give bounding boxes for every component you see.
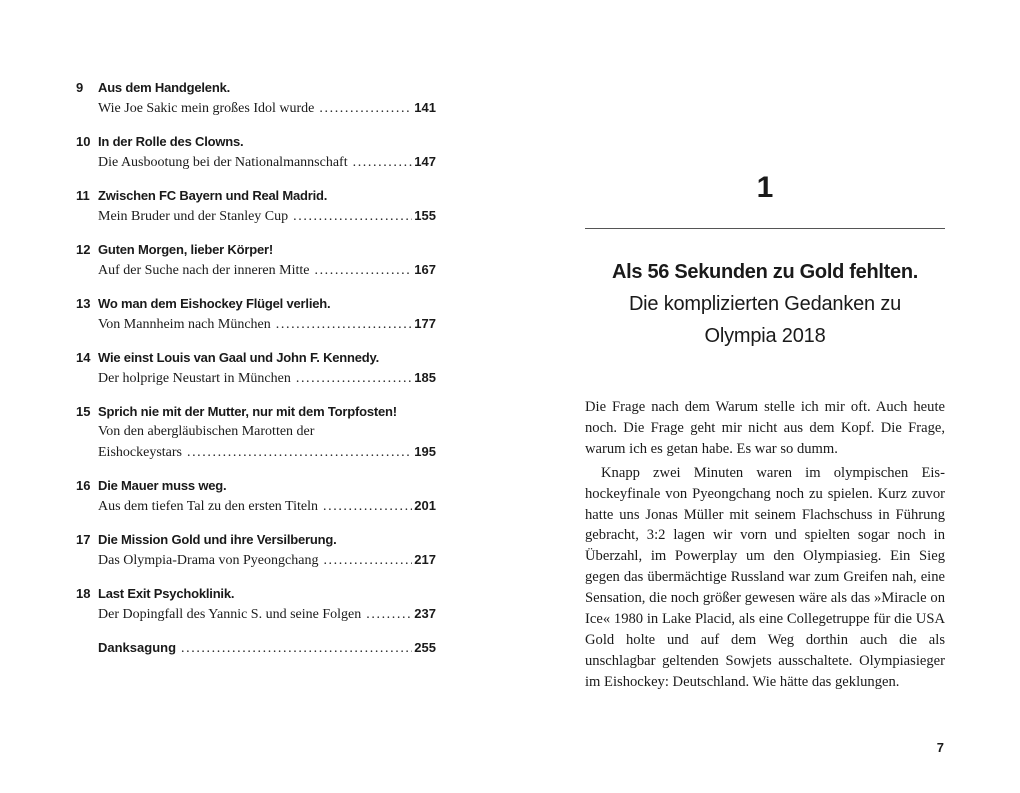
toc-entry-acknowledgements[interactable] — [76, 638, 436, 659]
toc-subtitle-line — [98, 442, 436, 463]
chapter-heading — [585, 256, 945, 352]
toc-page-number: 155 — [414, 208, 436, 223]
toc-chapter-subtitle: Eishockeystars — [98, 445, 182, 460]
toc-subtitle-line — [98, 368, 436, 389]
toc-entry[interactable] — [76, 240, 436, 281]
toc-entry[interactable] — [76, 132, 436, 173]
toc-subtitle-line — [98, 550, 436, 571]
body-paragraph: Die Frage nach dem Warum stelle ich mir oft. Auch heute noch. Die Frage geht mir nicht aus dem Kopf. Die Frage, warum ich es getan habe. Es war so dumm. — [585, 399, 945, 457]
toc-chapter-number: 16 — [76, 478, 91, 493]
toc-page-number: 141 — [414, 100, 436, 115]
chapter-body — [585, 397, 945, 693]
toc-chapter-number: 9 — [76, 80, 84, 95]
toc-chapter-title: Guten Morgen, lieber Körper! — [98, 242, 273, 257]
toc-subtitle-line — [98, 496, 436, 517]
toc-chapter-title: Die Mauer muss weg. — [98, 478, 227, 493]
toc-dot-leader — [181, 639, 412, 659]
toc-subtitle-line — [98, 314, 436, 335]
toc-page-number: 185 — [414, 370, 436, 385]
toc-page-number: 255 — [414, 640, 436, 655]
toc-chapter-number: 10 — [76, 134, 91, 149]
body-paragraph: Knapp zwei Minuten waren im olympischen Eishockeyfinale von Pyeongchang noch zu spielen. Kurz zuvor hatte uns Jonas Müller mit seinem Flachschuss in Führung gebracht, 3:2 lagen wir vorn und spielten sogar noch in Überzahl, im Powerplay um den Olympiasieg. Ein Sieg gegen das übermächtige Russland war zum Greifen nah, eine Sensation, die noch größer gewesen wäre als das »Miracle on Ice« 1980 in Lake Placid, als eine Collegetruppe für die USA Gold holte und auf dem Weg dorthin auch die als unschlagbar geltenden Sowjets ausschaltete. Olympiasieger im Eishockey: Deutschland. Wie hätte das geklungen. — [585, 464, 945, 690]
chapter-title: Als 56 Sekunden zu Gold fehlten. — [611, 261, 918, 283]
toc-chapter-subtitle: Mein Bruder und der Stanley Cup — [98, 209, 289, 224]
toc-chapter-subtitle: Der holprige Neustart in München — [98, 371, 291, 386]
toc-subtitle-line — [98, 152, 436, 173]
toc-chapter-number: 18 — [76, 586, 91, 601]
toc-acknowledgements-title: Danksagung — [98, 640, 177, 655]
toc-entry[interactable] — [76, 294, 436, 335]
toc-chapter-subtitle: Die Ausbootung bei der Nationalmannschaft — [98, 155, 348, 170]
toc-chapter-subtitle: Der Dopingfall des Yannic S. und seine Folgen — [98, 607, 362, 622]
toc-entry[interactable] — [76, 476, 436, 517]
toc-dot-leader — [353, 153, 413, 173]
table-of-contents — [76, 78, 436, 672]
toc-page-number: 177 — [414, 316, 436, 331]
toc-dot-leader — [296, 369, 412, 389]
toc-chapter-subtitle: Wie Joe Sakic mein großes Idol wurde — [98, 101, 315, 116]
toc-entry[interactable] — [76, 402, 436, 463]
page-number: 7 — [936, 740, 944, 755]
toc-chapter-title: In der Rolle des Clowns. — [98, 134, 244, 149]
toc-page-number: 201 — [414, 498, 436, 513]
toc-dot-leader — [323, 551, 412, 571]
toc-chapter-subtitle: Aus dem tiefen Tal zu den ersten Titeln — [98, 499, 319, 514]
toc-acknowledgements-line — [98, 638, 436, 659]
toc-dot-leader — [293, 207, 412, 227]
toc-chapter-subtitle: Von Mannheim nach München — [98, 317, 271, 332]
toc-chapter-number: 12 — [76, 242, 91, 257]
toc-chapter-subtitle: Das Olympia-Drama von Pyeongchang — [98, 553, 319, 568]
toc-entry[interactable] — [76, 584, 436, 625]
toc-dot-leader — [323, 497, 412, 517]
toc-page-number: 217 — [414, 552, 436, 567]
toc-entry[interactable] — [76, 186, 436, 227]
toc-subtitle-line — [98, 260, 436, 281]
chapter-divider — [585, 228, 945, 229]
toc-dot-leader — [187, 443, 412, 463]
toc-chapter-title: Sprich nie mit der Mutter, nur mit dem Torpfosten! — [98, 404, 397, 419]
toc-dot-leader — [366, 605, 412, 625]
toc-chapter-number: 13 — [76, 296, 91, 311]
chapter-number: 1 — [756, 171, 774, 204]
toc-page-number: 237 — [414, 606, 436, 621]
toc-chapter-subtitle: Auf der Suche nach der inneren Mitte — [98, 263, 310, 278]
toc-chapter-subtitle: Von den abergläubischen Marotten der — [98, 424, 315, 439]
toc-chapter-number: 11 — [76, 188, 90, 203]
toc-entry[interactable] — [76, 530, 436, 571]
toc-dot-leader — [319, 99, 412, 119]
toc-dot-leader — [314, 261, 412, 281]
toc-chapter-title: Zwischen FC Bayern und Real Madrid. — [98, 188, 328, 203]
toc-chapter-title: Die Mission Gold und ihre Versilberung. — [98, 532, 337, 547]
toc-page-number: 195 — [414, 444, 436, 459]
toc-chapter-title: Wie einst Louis van Gaal und John F. Kennedy. — [98, 350, 380, 365]
toc-chapter-title: Last Exit Psychoklinik. — [98, 586, 235, 601]
toc-entry[interactable] — [76, 78, 436, 119]
toc-chapter-number: 15 — [76, 404, 91, 419]
toc-chapter-number: 14 — [76, 350, 91, 365]
toc-chapter-number: 17 — [76, 532, 91, 547]
toc-chapter-title: Aus dem Handgelenk. — [98, 80, 231, 95]
toc-page-number: 147 — [414, 154, 436, 169]
toc-dot-leader — [276, 315, 413, 335]
toc-subtitle-line — [98, 604, 436, 625]
toc-subtitle-line — [98, 98, 436, 119]
chapter-subtitle-line-2: Olympia 2018 — [704, 325, 826, 347]
toc-page-number: 167 — [414, 262, 436, 277]
toc-subtitle-line — [98, 206, 436, 227]
chapter-subtitle-line-1: Die komplizierten Gedanken zu — [628, 293, 902, 315]
toc-chapter-title: Wo man dem Eishockey Flügel verlieh. — [98, 296, 331, 311]
toc-entry[interactable] — [76, 348, 436, 389]
